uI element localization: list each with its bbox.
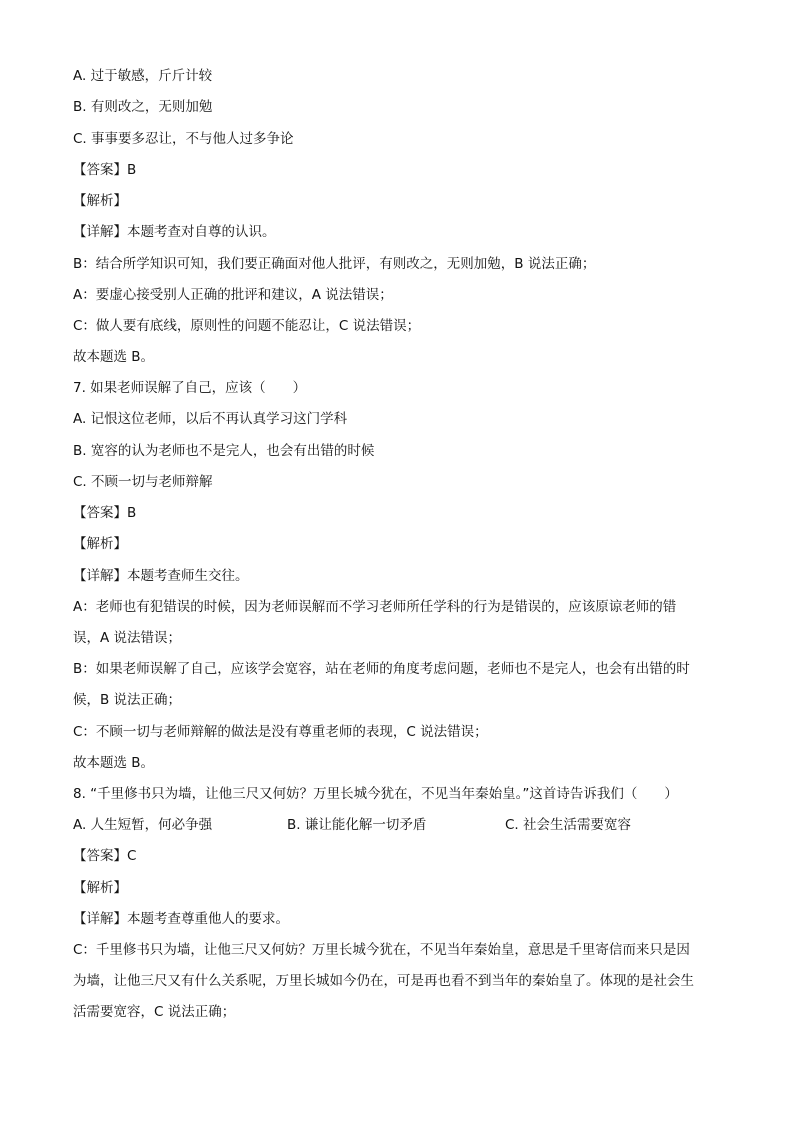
q6-explanation-c: C：做人要有底线，原则性的问题不能忍让，C 说法错误； bbox=[73, 318, 421, 334]
q8-option-a: A. 人生短暂，何必争强 bbox=[73, 817, 213, 833]
q7-explanation-a-line1: A：老师也有犯错误的时候，因为老师误解而不学习老师所任学科的行为是错误的，应该原谅老师的错 bbox=[73, 599, 677, 615]
q7-explanation-c: C：不顾一切与老师辩解的做法是没有尊重老师的表现，C 说法错误； bbox=[73, 724, 488, 740]
q6-explanation-b: B：结合所学知识可知，我们要正确面对他人批评，有则改之，无则加勉，B 说法正确； bbox=[73, 256, 596, 272]
q8-analysis-label: 【解析】 bbox=[73, 880, 127, 896]
q8-explanation-c-line1: C：千里修书只为墙，让他三尺又何妨？万里长城今犹在，不见当年秦始皇，意思是千里寄信而来只是因 bbox=[73, 942, 690, 958]
q7-analysis-label: 【解析】 bbox=[73, 536, 127, 552]
q6-option-b: B. 有则改之，无则加勉 bbox=[73, 99, 213, 115]
q7-conclusion: 故本题选 B。 bbox=[73, 755, 155, 771]
q8-explanation-c-line3: 活需要宽容，C 说法正确； bbox=[73, 1004, 236, 1020]
q7-option-b: B. 宽容的认为老师也不是完人，也会有出错的时候 bbox=[73, 443, 375, 459]
q8-option-c: C. 社会生活需要宽容 bbox=[505, 817, 632, 833]
q7-detail: 【详解】本题考查师生交往。 bbox=[73, 568, 249, 584]
q6-option-c: C. 事事要多忍让，不与他人过多争论 bbox=[73, 131, 294, 147]
q7-option-a: A. 记恨这位老师，以后不再认真学习这门学科 bbox=[73, 411, 348, 427]
q8-detail: 【详解】本题考查尊重他人的要求。 bbox=[73, 911, 289, 927]
q7-explanation-b-line2: 候，B 说法正确； bbox=[73, 692, 182, 708]
q8-option-b: B. 谦让能化解一切矛盾 bbox=[287, 817, 427, 833]
q7-answer: 【答案】B bbox=[73, 505, 137, 521]
q7-explanation-b-line1: B：如果老师误解了自己，应该学会宽容，站在老师的角度考虑问题，老师也不是完人，也会有出错的时 bbox=[73, 661, 690, 677]
q6-explanation-a: A：要虚心接受别人正确的批评和建议，A 说法错误； bbox=[73, 287, 393, 303]
q8-explanation-c-line2: 为墙，让他三尺又有什么关系呢，万里长城如今仍在，可是再也看不到当年的秦始皇了。体现的是社会生 bbox=[73, 973, 694, 989]
q7-explanation-a-line2: 误，A 说法错误； bbox=[73, 630, 182, 646]
q7-question: 7. 如果老师误解了自己，应该（ ） bbox=[73, 380, 307, 396]
q8-question: 8. “千里修书只为墙，让他三尺又何妨？万里长城今犹在，不见当年秦始皇。”这首诗告诉我们（ ） bbox=[73, 786, 678, 802]
q6-answer: 【答案】B bbox=[73, 162, 137, 178]
q8-answer: 【答案】C bbox=[73, 848, 137, 864]
q6-option-a: A. 过于敏感，斤斤计较 bbox=[73, 68, 213, 84]
q6-detail: 【详解】本题考查对自尊的认识。 bbox=[73, 224, 276, 240]
q8-options-row bbox=[73, 815, 723, 835]
q6-conclusion: 故本题选 B。 bbox=[73, 349, 155, 365]
q7-option-c: C. 不顾一切与老师辩解 bbox=[73, 474, 213, 490]
q6-analysis-label: 【解析】 bbox=[73, 193, 127, 209]
